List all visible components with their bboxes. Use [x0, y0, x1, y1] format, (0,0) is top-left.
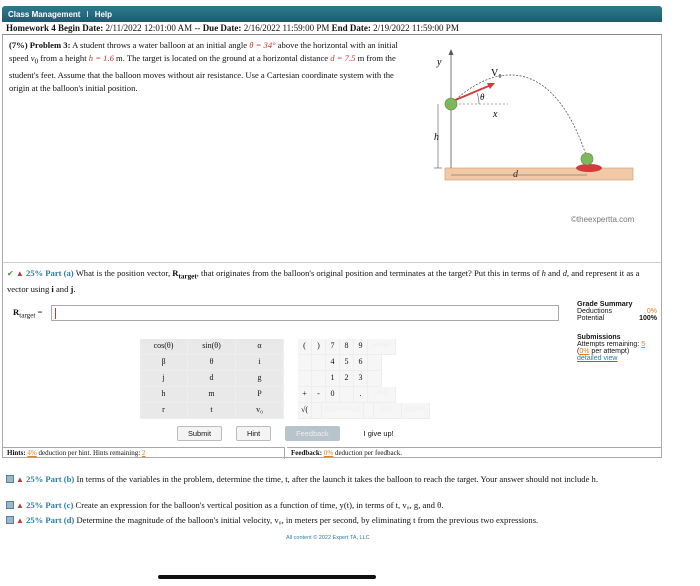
due-date-label: Due Date:: [202, 23, 242, 33]
key-button[interactable]: 8: [340, 339, 354, 355]
part-a-d: d: [562, 268, 567, 278]
hints-label: Hints:: [7, 449, 26, 457]
r-target-symbol: R: [172, 268, 179, 278]
keypad-gap: [284, 339, 298, 355]
deductions-value: 0%: [646, 308, 657, 315]
key-blank: [340, 387, 354, 403]
part-d-label: Part (d): [45, 515, 75, 525]
part-b-pct: 25%: [26, 474, 44, 484]
give-up-button[interactable]: I give up!: [363, 429, 394, 438]
help-link[interactable]: Help: [94, 9, 113, 19]
part-c-label: Part (c): [45, 500, 74, 510]
keypad-row: [140, 403, 440, 419]
key-button[interactable]: 5: [340, 355, 354, 371]
hints-pct: 4%: [27, 449, 37, 457]
key-button[interactable]: 1: [326, 371, 340, 387]
answer-r-sub: target: [19, 311, 36, 320]
answer-r-symbol: R: [13, 307, 20, 317]
problem-weight: (7%): [9, 40, 28, 50]
key-button[interactable]: 4: [326, 355, 340, 371]
part-a-pct: 25%: [25, 268, 44, 278]
per-attempt-label: per attempt): [591, 348, 630, 355]
figure-credit: ©theexpertta.com: [571, 215, 635, 224]
keypad-gap: [284, 403, 298, 419]
key-symbol[interactable]: P: [236, 387, 284, 403]
end-date: 2/19/2022 11:59:00 PM: [373, 23, 459, 33]
problem-panel: [2, 35, 662, 262]
key-button[interactable]: (: [298, 339, 312, 355]
h-value: h = 1.6: [88, 53, 114, 63]
problem-number: Problem 3:: [29, 40, 71, 50]
key-symbol[interactable]: r: [140, 403, 188, 419]
keypad-row: [140, 371, 440, 387]
part-a-i: i: [51, 283, 54, 294]
key-symbol[interactable]: sin(θ): [188, 339, 236, 355]
keypad-gap: [284, 355, 298, 371]
date-dash: --: [194, 23, 201, 33]
homework-title: Homework 4: [6, 23, 56, 33]
class-management-link[interactable]: Class Management: [8, 9, 81, 19]
part-d-pct: 25%: [26, 515, 44, 525]
key-button[interactable]: √(: [298, 403, 312, 419]
key-symbol[interactable]: cos(θ): [140, 339, 188, 355]
key-button[interactable]: ↑: [298, 355, 312, 371]
key-symbol[interactable]: v₀: [236, 403, 284, 419]
part-a-label: Part (a): [45, 268, 74, 278]
key-blank: [364, 403, 374, 419]
homework-dates: [2, 22, 662, 35]
part-a-text-4: , and represent it as a vector using: [7, 268, 640, 294]
warning-icon: ▲: [16, 475, 24, 484]
per-attempt-pct: 0%: [579, 348, 590, 355]
key-symbol[interactable]: t: [188, 403, 236, 419]
key-button[interactable]: ←: [368, 355, 382, 371]
feedback-pct: 0%: [323, 449, 334, 457]
key-symbol[interactable]: i: [236, 355, 284, 371]
hints-text: deduction per hint. Hints remaining:: [38, 449, 141, 457]
hint-button[interactable]: Hint: [236, 426, 271, 441]
label-v0: V₀: [491, 68, 502, 79]
attempts-value: 5: [641, 341, 646, 348]
grade-summary-title: Grade Summary: [577, 299, 633, 308]
key-button[interactable]: /: [298, 371, 312, 387]
top-menu-bar: [2, 6, 662, 22]
key-button[interactable]: BACKSPACE: [322, 403, 364, 419]
feedback-bar: [287, 447, 661, 459]
submit-button[interactable]: Submit: [177, 426, 222, 441]
key-button[interactable]: +: [298, 387, 312, 403]
answer-input[interactable]: [51, 305, 559, 321]
warning-icon: ▲: [15, 269, 24, 278]
end-date-label: End Date:: [331, 23, 371, 33]
part-c-icon: [6, 501, 14, 509]
key-button[interactable]: END: [368, 387, 396, 403]
submissions-title: Submissions: [577, 334, 621, 341]
detailed-view-link[interactable]: detailed view: [577, 355, 618, 362]
key-button[interactable]: →: [368, 371, 382, 387]
key-button[interactable]: *: [312, 371, 326, 387]
ground: [445, 168, 633, 180]
key-button[interactable]: CLEAR: [402, 403, 430, 419]
problem-text-4: m. The target is located on the ground at a horizontal distance: [116, 53, 329, 63]
key-symbol[interactable]: d: [188, 371, 236, 387]
part-b-icon: [6, 475, 14, 483]
key-button[interactable]: 2: [340, 371, 354, 387]
problem-text-3: from a height: [40, 53, 87, 63]
label-x: x: [493, 109, 498, 120]
key-blank: [312, 403, 322, 419]
key-symbol[interactable]: h: [140, 387, 188, 403]
feedback-text: deduction per feedback.: [334, 449, 403, 457]
part-c-pct: 25%: [26, 500, 44, 510]
part-a-text-3: and: [548, 268, 561, 278]
potential-label: Potential: [577, 315, 605, 322]
key-symbol[interactable]: m: [188, 387, 236, 403]
part-a-text-2: , that originates from the balloon's original position and terminates at the target? Put this in terms of: [196, 268, 540, 278]
deductions-label: Deductions: [577, 308, 613, 315]
key-symbol[interactable]: α: [236, 339, 284, 355]
key-button[interactable]: 3: [354, 371, 368, 387]
part-d[interactable]: [6, 514, 658, 527]
part-c[interactable]: [6, 499, 658, 512]
part-a-text-5: and: [55, 283, 69, 294]
problem-text-5: m from the student's feet. Assume that the balloon moves without air resistance. Use a Cartesian coordinate system with the origin at the balloon's initial position.: [9, 53, 396, 93]
v0-symbol: v: [30, 53, 35, 63]
menu-separator: I: [86, 9, 89, 19]
part-a-j: j: [70, 283, 74, 294]
key-symbol[interactable]: g: [236, 371, 284, 387]
keypad-gap: [284, 371, 298, 387]
grade-summary: [577, 299, 657, 362]
balloon-end: [581, 153, 593, 165]
part-b[interactable]: [6, 473, 658, 486]
label-h: h: [434, 132, 439, 143]
key-button[interactable]: ^: [312, 355, 326, 371]
key-button[interactable]: .: [354, 387, 368, 403]
part-b-label: Part (b): [45, 474, 75, 484]
problem-text-2: above the horizontal with an initial speed: [9, 40, 398, 63]
keypad-row: [140, 387, 440, 403]
label-d: d: [513, 169, 518, 180]
answer-label: [13, 307, 42, 320]
projectile-figure: [423, 43, 663, 203]
key-button[interactable]: HOME: [368, 339, 396, 355]
answer-equals: =: [35, 307, 43, 317]
begin-date: 2/11/2022 12:01:00 AM: [105, 23, 193, 33]
hints-bar: [3, 447, 285, 459]
home-indicator[interactable]: [158, 575, 376, 579]
copyright-footer: All content © 2022 Expert TA, LLC: [286, 535, 370, 541]
part-a-panel: [2, 262, 662, 458]
equation-keypad: [140, 339, 440, 419]
key-button[interactable]: 7: [326, 339, 340, 355]
feedback-button[interactable]: Feedback: [285, 426, 339, 441]
key-button[interactable]: DEL: [374, 403, 402, 419]
begin-date-label: Begin Date:: [58, 23, 104, 33]
problem-text-1: A student throws a water balloon at an initial angle: [72, 40, 248, 50]
feedback-label: Feedback:: [291, 449, 323, 457]
balloon-start: [445, 98, 457, 110]
label-theta: θ: [480, 92, 485, 102]
target: [576, 164, 602, 172]
part-d-icon: [6, 516, 14, 524]
part-b-text: In terms of the variables in the problem, determine the time, t, after the launch it takes the balloon to reach the target. Your answer should not include h.: [76, 474, 598, 484]
key-symbol[interactable]: θ: [188, 355, 236, 371]
hints-remaining: 2: [141, 449, 146, 457]
potential-value: 100%: [639, 315, 657, 322]
per-attempt-row: (0% per attempt): [577, 348, 630, 355]
key-button[interactable]: 0: [326, 387, 340, 403]
warning-icon: ▲: [16, 516, 24, 525]
key-button[interactable]: 6: [354, 355, 368, 371]
key-symbol[interactable]: β: [140, 355, 188, 371]
deductions-row: [577, 308, 657, 315]
keypad-row: [140, 355, 440, 371]
part-a-question: ✔ ▲ 25% Part (a) What is the position vector, $R_{target}$, that originates from the balloon's original position and terminates at the target? Put this in terms of h and d, and represent it as a vector using i and j.: [7, 268, 640, 294]
attempts-row: [577, 341, 657, 348]
key-symbol[interactable]: j: [140, 371, 188, 387]
label-y: y: [437, 57, 442, 68]
part-c-text: Create an expression for the balloon's vertical position as a function of time, y(t), in terms of t, v₀, g, and θ.: [75, 500, 444, 510]
part-d-text: Determine the magnitude of the balloon's initial velocity, v₀, in meters per second, by eliminating t from the previous two expressions.: [76, 515, 539, 525]
warning-icon: ▲: [16, 501, 24, 510]
d-value: d = 7.5: [330, 53, 356, 63]
key-button[interactable]: -: [312, 387, 326, 403]
potential-row: [577, 315, 657, 322]
part-a-text-1: What is the position vector,: [75, 268, 171, 278]
r-target-sub: target: [178, 272, 197, 281]
theta-value: θ = 34°: [249, 40, 276, 50]
key-button[interactable]: ): [312, 339, 326, 355]
keypad-row: [140, 339, 440, 355]
action-buttons: [177, 426, 404, 441]
keypad-gap: [284, 387, 298, 403]
key-button[interactable]: 9: [354, 339, 368, 355]
check-icon: ✔: [7, 269, 14, 278]
attempts-label: Attempts remaining:: [577, 341, 640, 348]
part-a-h: h: [541, 268, 546, 278]
due-date: 2/16/2022 11:59:00 PM: [243, 23, 330, 33]
problem-statement: (7%) Problem 3: A student throws a water balloon at an initial angle θ = 34° above the horizontal with an initial speed $v_0$ from a height h = 1.6 m. The target is located on the ground at a horizontal distance d = 7.5 m from the student's feet. Assume that the balloon moves without air resistance. Use a Cartesian coordinate system with the origin at the balloon's initial position.: [9, 40, 398, 93]
